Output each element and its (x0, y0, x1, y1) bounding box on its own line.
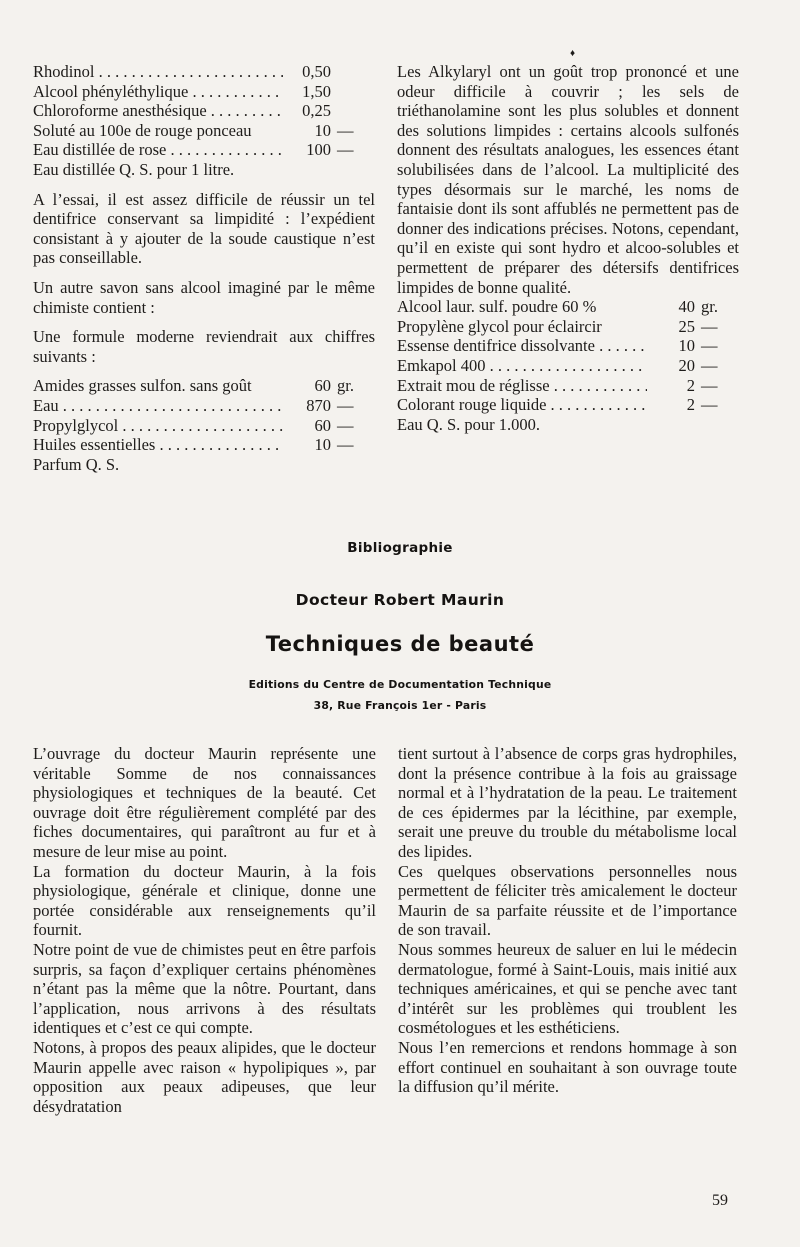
section-title: Bibliographie (347, 540, 453, 556)
paragraph: Ces quelques observations personnelles nous permettent de féliciter très amicalement le docteur Maurin de sa parfaite réussite et de l’importance de son travail. (398, 861, 737, 940)
recipe-row: Alcool laur. sulf. poudre 60 % 40 gr. (397, 297, 718, 317)
right-top-column (397, 62, 739, 434)
recipe-2 (33, 376, 375, 474)
recipe-1 (33, 62, 375, 180)
recipe-row: Chloroforme anesthésique . . . 0,25 (33, 101, 375, 121)
paragraph: Notons, à propos des peaux alipides, que le docteur Maurin appelle avec raison « hypolipiques », par opposition aux peaux adipeuses, que leur désydratation (33, 1037, 376, 1116)
left-top-column (33, 62, 375, 474)
recipe-row: Eau . . . 870 — (33, 396, 375, 416)
recipe-3 (397, 297, 739, 434)
book-author: Docteur Robert Maurin (295, 591, 505, 609)
left-bottom-column (33, 744, 376, 1116)
recipe-row: Soluté au 100e de rouge ponceau 10 — (33, 120, 354, 140)
recipe-row: Extrait mou de réglisse . . . 2 — (397, 376, 739, 396)
recipe-last-line: Parfum Q. S. (33, 454, 120, 474)
recipe-row: Essense dentifrice dissolvante . . . 10 — (397, 336, 739, 356)
recipe-row: Colorant rouge liquide . . . 2 — (397, 395, 739, 415)
recipe-row: Alcool phényléthylique . . . 1,50 (33, 82, 375, 102)
paragraph: Les Alkylaryl ont un goût trop prononcé et une odeur difficile à couvrir ; les sels de triéthanolamine sont les plus solubles et donnent des solutions limpides : certains alcools sulfonés donnent des résultats analogues, les essences étant solubilisées dans de l’alcool. La multiplicité des types désormais sur le marché, les noms de fantaisie dont ils sont affublés ne permettent pas de donner des indications précises. Notons, cependant, qu’il en existe qui sont hydro et alcoo-solubles et permettent de préparer des détersifs dentifrices limpides de bonne qualité. (397, 62, 739, 297)
paragraph: Notre point de vue de chimistes peut en être parfois surpris, sa façon d’expliquer certains phénomènes n’étant pas la même que la nôtre. Pourtant, dans l’application, nous arrivons à des résultats identiques et c’est ce qui compte. (33, 939, 376, 1038)
recipe-row: Emkapol 400 . . . 20 — (397, 356, 739, 376)
recipe-row: Amides grasses sulfon. sans goût 60 gr. (33, 376, 354, 396)
paragraph: Nous l’en remercions et rendons hommage à son effort continuel en souhaitant à son ouvrage toute la diffusion qu’il mérite. (398, 1037, 737, 1097)
print-mark: ♦ (570, 48, 576, 59)
book-title: Techniques de beauté (265, 632, 535, 656)
paragraph: Nous sommes heureux de saluer en lui le médecin dermatologue, formé à Saint-Louis, mais initié aux techniques américaines, et qui se penche avec tant d’intérêt sur les problèmes qui troublent les cosmétologues et les esthéticiens. (398, 939, 737, 1038)
paragraph: A l’essai, il est assez difficile de réussir un tel dentifrice conservant sa limpidité : l’expédient consistant à y ajouter de la soude caustique n’est pas conseillable. (33, 189, 375, 268)
paragraph: Un autre savon sans alcool imaginé par le même chimiste contient : (33, 277, 375, 317)
recipe-row: Propylène glycol pour éclaircir 25 — (397, 316, 718, 336)
right-bottom-column (398, 744, 737, 1097)
page-number: 59 (712, 1192, 728, 1209)
recipe-last-line: Eau distillée Q. S. pour 1 litre. (33, 159, 235, 179)
recipe-last-line: Eau Q. S. pour 1.000. (397, 414, 540, 434)
recipe-row: Propylglycol . . . 60 — (33, 416, 375, 436)
paragraph: La formation du docteur Maurin, à la fois physiologique, générale et clinique, donne une portée considérable aux renseignements qu’il fournit. (33, 861, 376, 940)
publisher-address: 38, Rue François 1er - Paris (313, 699, 487, 712)
publisher: Editions du Centre de Documentation Technique (248, 678, 552, 691)
recipe-row: Huiles essentielles . . . 10 — (33, 435, 375, 455)
recipe-row: Rhodinol . . . 0,50 (33, 62, 375, 82)
recipe-row: Eau distillée de rose . . . 100 — (33, 140, 375, 160)
paragraph: tient surtout à l’absence de corps gras hydrophiles, dont la présence contribue à la fois au graissage normal et à l’hydratation de la peau. Le traitement de ces épidermes par la lécithine, par exemple, serait une preuve du trouble du métabolisme local des lipides. (398, 744, 737, 861)
paragraph: L’ouvrage du docteur Maurin représente une véritable Somme de nos connaissances physiologiques et techniques de la beauté. Cet ouvrage doit être régulièrement complété par des fiches documentaires, qui paraîtront au fur et à mesure de leur mise au point. (33, 744, 376, 861)
paragraph: Une formule moderne reviendrait aux chiffres suivants : (33, 327, 375, 366)
